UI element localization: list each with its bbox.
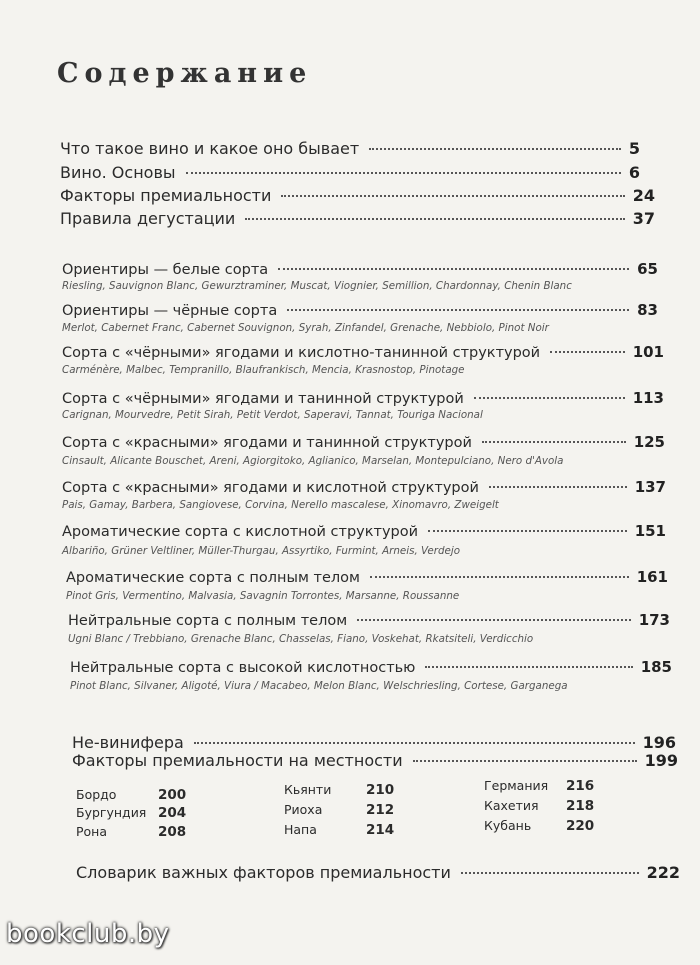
region-name: Кубань: [484, 818, 532, 833]
toc-entry[interactable]: [60, 186, 655, 205]
toc-entry[interactable]: [62, 522, 666, 540]
toc-entry[interactable]: [60, 139, 640, 158]
grape-list: Pais, Gamay, Barbera, Sangiovese, Corvina, Nerello mascalese, Xinomavro, Zweigelt: [62, 499, 499, 511]
toc-entry[interactable]: [62, 301, 658, 319]
toc-entry-label: Что такое вино и какое оно бывает: [60, 139, 360, 158]
toc-entry-label: Сорта с «чёрными» ягодами и танинной структурой: [62, 391, 464, 407]
grape-list: Albariño, Grüner Veltliner, Müller-Thurgau, Assyrtiko, Furmint, Arneis, Verdejo: [62, 545, 461, 557]
toc-entry-label: Нейтральные сорта с полным телом: [68, 613, 348, 629]
grape-list: Cinsault, Alicante Bouschet, Areni, Agiorgitoko, Aglianico, Marselan, Montepulciano, Nero d'Avola: [62, 455, 564, 467]
toc-entry-page: 185: [640, 658, 672, 676]
leader-dots: [281, 195, 624, 197]
region-page: 204: [158, 805, 187, 821]
region-entry[interactable]: [76, 824, 186, 840]
toc-entry-label: Сорта с «красными» ягодами и танинной структурой: [62, 435, 472, 451]
toc-entry[interactable]: [70, 658, 672, 676]
region-name: Кахетия: [484, 798, 539, 813]
leader-dots: [370, 576, 629, 578]
toc-entry[interactable]: [72, 733, 676, 752]
leader-dots: [428, 530, 627, 532]
region-name: Кьянти: [284, 782, 332, 797]
region-page: 218: [566, 798, 595, 814]
toc-entry-page: 173: [638, 611, 670, 629]
grape-list: Merlot, Cabernet Franc, Cabernet Souvignon, Syrah, Zinfandel, Grenache, Nebbiolo, Pinot Noir: [62, 322, 549, 334]
toc-entry-label: Нейтральные сорта с высокой кислотностью: [70, 660, 416, 676]
page-title: Содержание: [57, 58, 313, 89]
toc-entry-page: 161: [636, 568, 668, 586]
toc-entry[interactable]: [60, 163, 640, 182]
toc-entry-label: Факторы премиальности на местности: [72, 751, 403, 770]
region-name: Риоха: [284, 802, 323, 817]
toc-entry-label: Факторы премиальности: [60, 186, 272, 205]
toc-entry-page: 6: [628, 163, 640, 182]
toc-entry-page: 83: [637, 301, 658, 319]
leader-dots: [278, 268, 629, 270]
toc-entry-label: Ориентиры — белые сорта: [62, 262, 269, 278]
leader-dots: [474, 397, 625, 399]
toc-entry[interactable]: [66, 568, 668, 586]
toc-entry-page: 151: [634, 522, 666, 540]
toc-entry-label: Не-винифера: [72, 733, 184, 752]
toc-entry[interactable]: [62, 343, 664, 361]
toc-entry-page: 113: [632, 389, 664, 407]
toc-entry-label: Ориентиры — чёрные сорта: [62, 303, 278, 319]
toc-entry-label: Вино. Основы: [60, 163, 176, 182]
toc-entry-page: 24: [632, 186, 655, 205]
leader-dots: [186, 172, 621, 174]
grape-list: Carignan, Mourvedre, Petit Sirah, Petit Verdot, Saperavi, Tannat, Touriga Nacional: [62, 409, 483, 421]
toc-entry-label: Сорта с «чёрными» ягодами и кислотно-танинной структурой: [62, 345, 541, 361]
region-entry[interactable]: [484, 778, 594, 794]
leader-dots: [413, 760, 637, 762]
toc-entry-page: 101: [632, 343, 664, 361]
region-entry[interactable]: [76, 805, 186, 821]
leader-dots: [461, 872, 639, 874]
toc-entry-page: 65: [637, 260, 658, 278]
leader-dots: [425, 666, 632, 668]
region-entry[interactable]: [284, 782, 394, 798]
toc-entry-label: Ароматические сорта с полным телом: [66, 570, 360, 586]
leader-dots: [357, 619, 631, 621]
region-page: 214: [366, 822, 395, 838]
leader-dots: [194, 742, 635, 744]
toc-entry-page: 196: [642, 733, 676, 752]
region-page: 210: [366, 782, 395, 798]
region-name: Бургундия: [76, 805, 147, 820]
toc-entry-label: Ароматические сорта с кислотной структурой: [62, 524, 419, 540]
region-name: Напа: [284, 822, 317, 837]
leader-dots: [489, 486, 627, 488]
region-name: Бордо: [76, 787, 117, 802]
region-page: 200: [158, 787, 187, 803]
region-page: 212: [366, 802, 395, 818]
toc-entry-page: 222: [646, 863, 680, 882]
toc-entry-label: Словарик важных факторов премиальности: [76, 863, 451, 882]
toc-entry[interactable]: [76, 863, 680, 882]
leader-dots: [550, 351, 625, 353]
region-page: 216: [566, 778, 595, 794]
toc-entry[interactable]: [62, 478, 666, 496]
leader-dots: [245, 218, 624, 220]
leader-dots: [287, 309, 629, 311]
region-entry[interactable]: [284, 822, 394, 838]
region-entry[interactable]: [76, 787, 186, 803]
region-name: Германия: [484, 778, 549, 793]
toc-entry-page: 5: [628, 139, 640, 158]
region-name: Рона: [76, 824, 108, 839]
grape-list: Ugni Blanc / Trebbiano, Grenache Blanc, Chasselas, Fiano, Voskehat, Rkatsiteli, Verdicchio: [68, 633, 534, 645]
watermark: bookclub.by: [6, 919, 170, 949]
toc-entry[interactable]: [72, 751, 678, 770]
toc-entry[interactable]: [68, 611, 670, 629]
toc-entry-page: 37: [632, 209, 655, 228]
grape-list: Riesling, Sauvignon Blanc, Gewurztraminer, Muscat, Viognier, Semillion, Chardonnay, Chenin Blanc: [62, 280, 572, 292]
region-page: 208: [158, 824, 187, 840]
region-page: 220: [566, 818, 595, 834]
grape-list: Carménère, Malbec, Tempranillo, Blaufrankisch, Mencia, Krasnostop, Pinotage: [62, 364, 465, 376]
toc-entry[interactable]: [62, 389, 664, 407]
leader-dots: [369, 148, 621, 150]
region-entry[interactable]: [284, 802, 394, 818]
toc-entry[interactable]: [62, 433, 665, 451]
toc-entry-page: 137: [634, 478, 666, 496]
region-entry[interactable]: [484, 798, 594, 814]
toc-entry[interactable]: [62, 260, 658, 278]
toc-entry-label: Сорта с «красными» ягодами и кислотной структурой: [62, 480, 479, 496]
region-entry[interactable]: [484, 818, 594, 834]
toc-entry-page: 199: [644, 751, 678, 770]
toc-entry-label: Правила дегустации: [60, 209, 236, 228]
grape-list: Pinot Blanc, Silvaner, Aligoté, Viura / Macabeo, Melon Blanc, Welschriesling, Cortese, Garganega: [70, 680, 568, 692]
leader-dots: [482, 441, 626, 443]
grape-list: Pinot Gris, Vermentino, Malvasia, Savagnin Torrontes, Marsanne, Roussanne: [66, 590, 460, 602]
toc-entry[interactable]: [60, 209, 655, 228]
toc-entry-page: 125: [633, 433, 665, 451]
